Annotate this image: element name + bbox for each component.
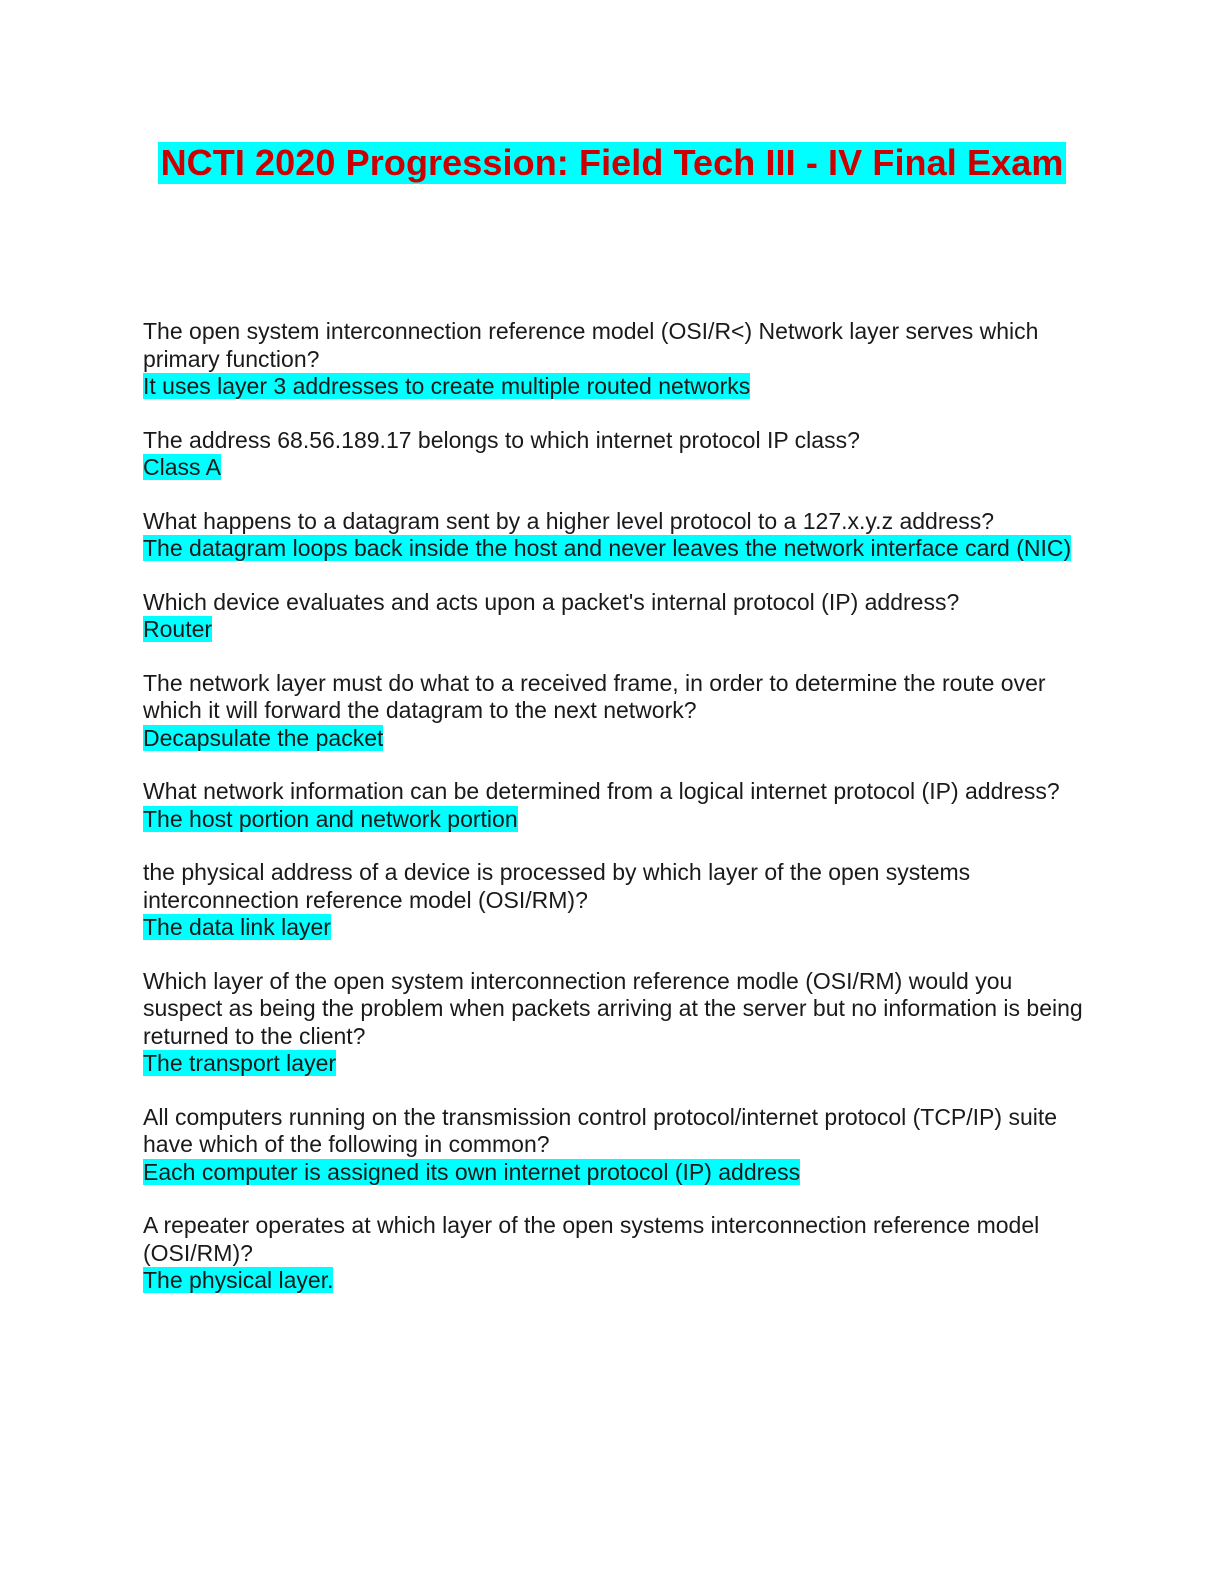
answer-text: Decapsulate the packet bbox=[143, 724, 384, 751]
qa-item bbox=[143, 508, 1083, 563]
answer-line bbox=[143, 373, 1083, 401]
answer-text: Router bbox=[143, 616, 213, 642]
answer-text: The host portion and network portion bbox=[143, 805, 518, 832]
answer-line bbox=[143, 725, 1083, 753]
question-text: What network information can be determined from a logical internet protocol (IP) address? bbox=[143, 778, 1060, 804]
answer-line bbox=[143, 1159, 1083, 1187]
question-text: What happens to a datagram sent by a higher level protocol to a 127.x.y.z address? bbox=[143, 507, 995, 534]
question-text: Which layer of the open system interconnection reference modle (OSI/RM) would you suspect as being the problem when packets arriving at the server but no information is being returned to the client? bbox=[143, 967, 1083, 1049]
answer-line bbox=[143, 806, 1083, 834]
question-text: The address 68.56.189.17 belongs to which internet protocol IP class? bbox=[143, 426, 860, 453]
answer-line bbox=[143, 914, 1083, 942]
answer-text: The transport layer bbox=[143, 1050, 337, 1076]
answer-text: The datagram loops back inside the host and never leaves the network interface card (NIC) bbox=[143, 535, 1072, 561]
question-text: The open system interconnection reference model (OSI/R<) Network layer serves which primary function? bbox=[143, 318, 1039, 372]
qa-item bbox=[143, 778, 1083, 833]
answer-text: The physical layer. bbox=[143, 1267, 334, 1293]
question-text: A repeater operates at which layer of the open systems interconnection reference model (OSI/RM)? bbox=[143, 1212, 1040, 1266]
answer-text: Class A bbox=[143, 454, 221, 480]
question-text: the physical address of a device is processed by which layer of the open systems interconnection reference model (OSI/RM)? bbox=[143, 859, 971, 913]
answer-line bbox=[143, 535, 1083, 563]
answer-text: The data link layer bbox=[143, 914, 331, 940]
title-container bbox=[0, 142, 1224, 184]
qa-list bbox=[143, 318, 1083, 1321]
page-title: NCTI 2020 Progression: Field Tech III - IV Final Exam bbox=[158, 142, 1067, 184]
question-text: All computers running on the transmission control protocol/internet protocol (TCP/IP) suite have which of the following in common? bbox=[143, 1103, 1058, 1157]
qa-item bbox=[143, 1212, 1083, 1295]
qa-item bbox=[143, 318, 1083, 401]
answer-text: Each computer is assigned its own internet protocol (IP) address bbox=[143, 1158, 801, 1185]
qa-item bbox=[143, 589, 1083, 644]
answer-line bbox=[143, 616, 1083, 644]
question-text: Which device evaluates and acts upon a packet's internal protocol (IP) address? bbox=[143, 588, 960, 615]
answer-line bbox=[143, 1050, 1083, 1078]
qa-item bbox=[143, 968, 1083, 1078]
answer-text: It uses layer 3 addresses to create multiple routed networks bbox=[143, 373, 751, 399]
qa-item bbox=[143, 1104, 1083, 1187]
question-text: The network layer must do what to a received frame, in order to determine the route over which it will forward the datagram to the next network? bbox=[143, 669, 1046, 723]
qa-item bbox=[143, 670, 1083, 753]
answer-line bbox=[143, 1267, 1083, 1295]
qa-item bbox=[143, 427, 1083, 482]
qa-item bbox=[143, 859, 1083, 942]
answer-line bbox=[143, 454, 1083, 482]
